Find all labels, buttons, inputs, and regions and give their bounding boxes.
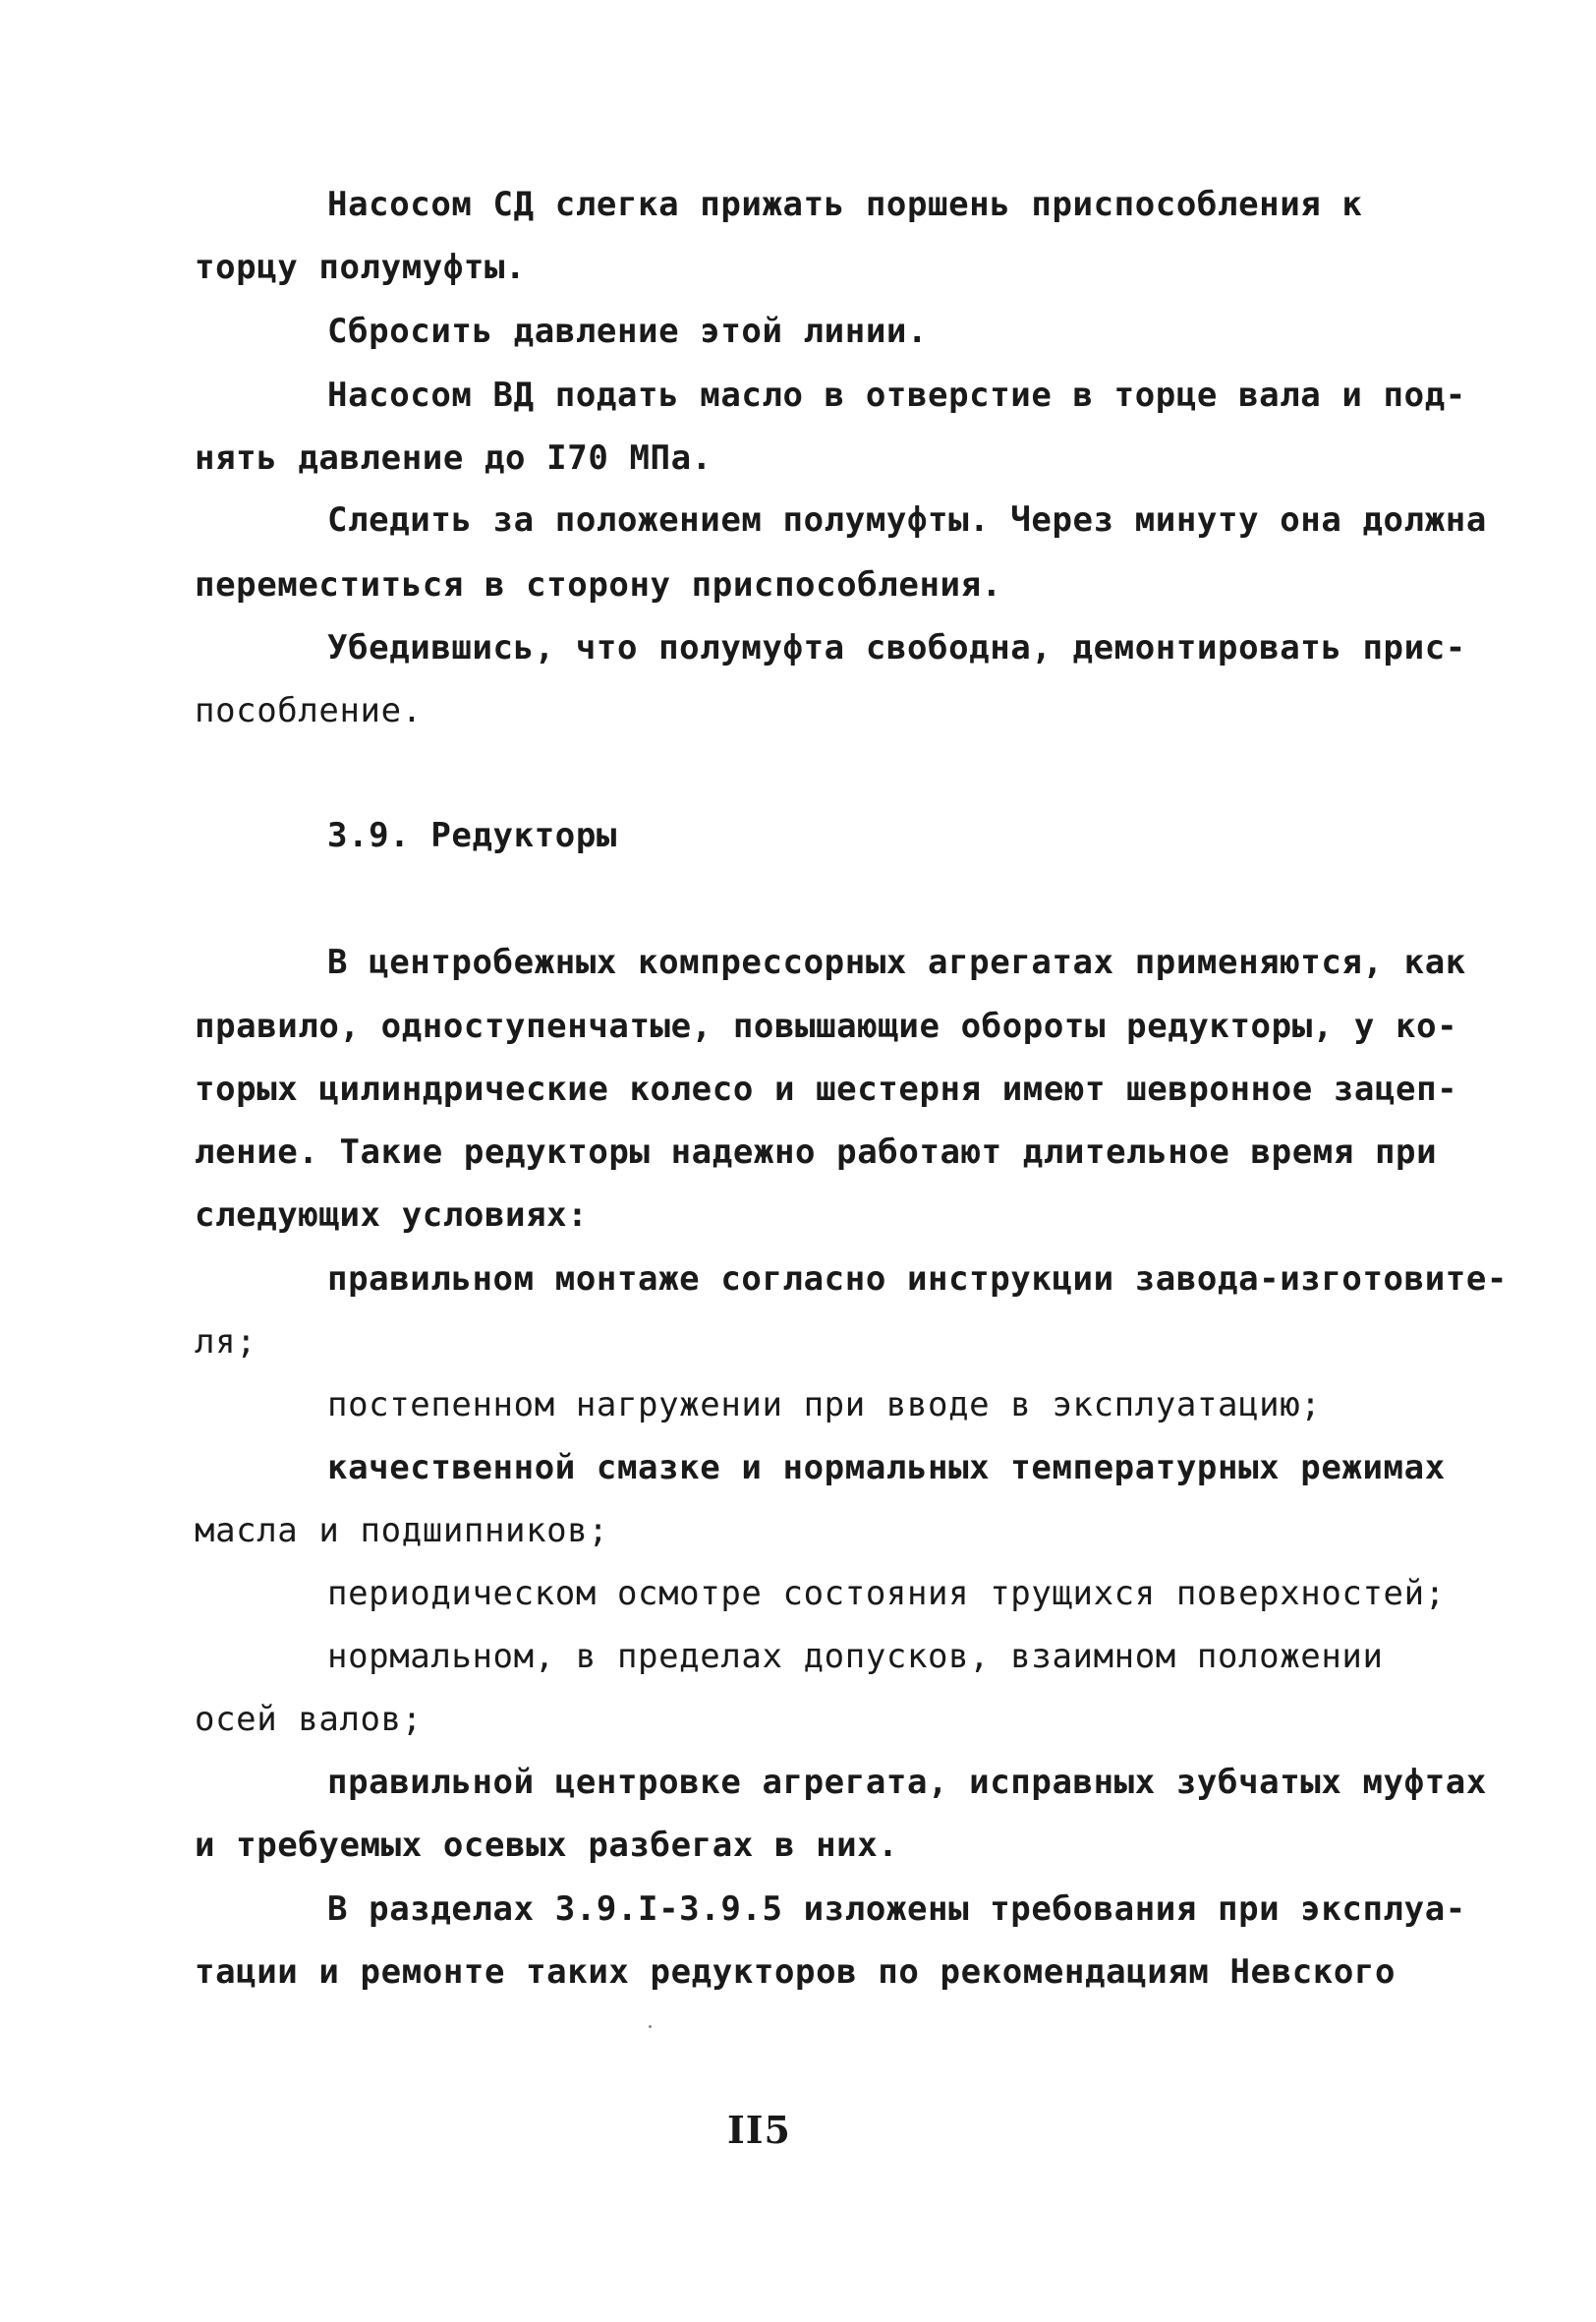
list-item: правильной центровке агрегата, исправных зубчатых муфтах [327, 1763, 1487, 1802]
text-line: Убедившись, что полумуфта свободна, демонтировать прис- [327, 628, 1466, 668]
list-item: постепенном нагружении при вводе в эксплуатацию; [327, 1385, 1322, 1424]
text-line: Следить за положением полумуфты. Через минуту она должна [327, 500, 1487, 540]
section-heading: 3.9. Редукторы [327, 816, 617, 855]
text-line: тации и ремонте таких редукторов по рекомендациям Невского [195, 1952, 1396, 1992]
text-line: торых цилиндрические колесо и шестерня имеют шевронное зацеп- [195, 1070, 1458, 1109]
text-line: Насосом ВД подать масло в отверстие в торце вала и под- [327, 376, 1466, 415]
list-item: качественной смазке и нормальных температурных режимах [327, 1448, 1446, 1487]
list-item-continuation: ля; [195, 1322, 257, 1362]
list-item-continuation: и требуемых осевых разбегах в них. [195, 1826, 899, 1865]
scan-speck [649, 2025, 652, 2028]
text-line: нять давление до I70 МПа. [195, 438, 712, 478]
text-line: В центробежных компрессорных агрегатах применяются, как [327, 943, 1466, 982]
text-line: следующих условиях: [195, 1195, 589, 1235]
text-line: Сбросить давление этой линии. [327, 312, 929, 351]
text-line: торцу полумуфты. [195, 248, 527, 287]
list-item-continuation: масла и подшипников; [195, 1511, 609, 1550]
list-item: нормальном, в пределах допусков, взаимном положении [327, 1637, 1384, 1676]
text-line: правило, одноступенчатые, повышающие обороты редукторы, у ко- [195, 1007, 1458, 1046]
list-item: правильном монтаже согласно инструкции завода-изготовите- [327, 1259, 1508, 1299]
text-line: В разделах 3.9.I-3.9.5 изложены требования при эксплуа- [327, 1889, 1466, 1929]
text-line: переместиться в сторону приспособления. [195, 565, 1002, 605]
list-item: периодическом осмотре состояния трущихся поверхностей; [327, 1574, 1446, 1613]
page-number: II5 [727, 2108, 791, 2152]
text-line: пособление. [195, 691, 423, 730]
text-line: Насосом СД слегка прижать поршень приспособления к [327, 185, 1363, 224]
text-line: ление. Такие редукторы надежно работают длительное время при [195, 1132, 1438, 1172]
list-item-continuation: осей валов; [195, 1700, 423, 1739]
